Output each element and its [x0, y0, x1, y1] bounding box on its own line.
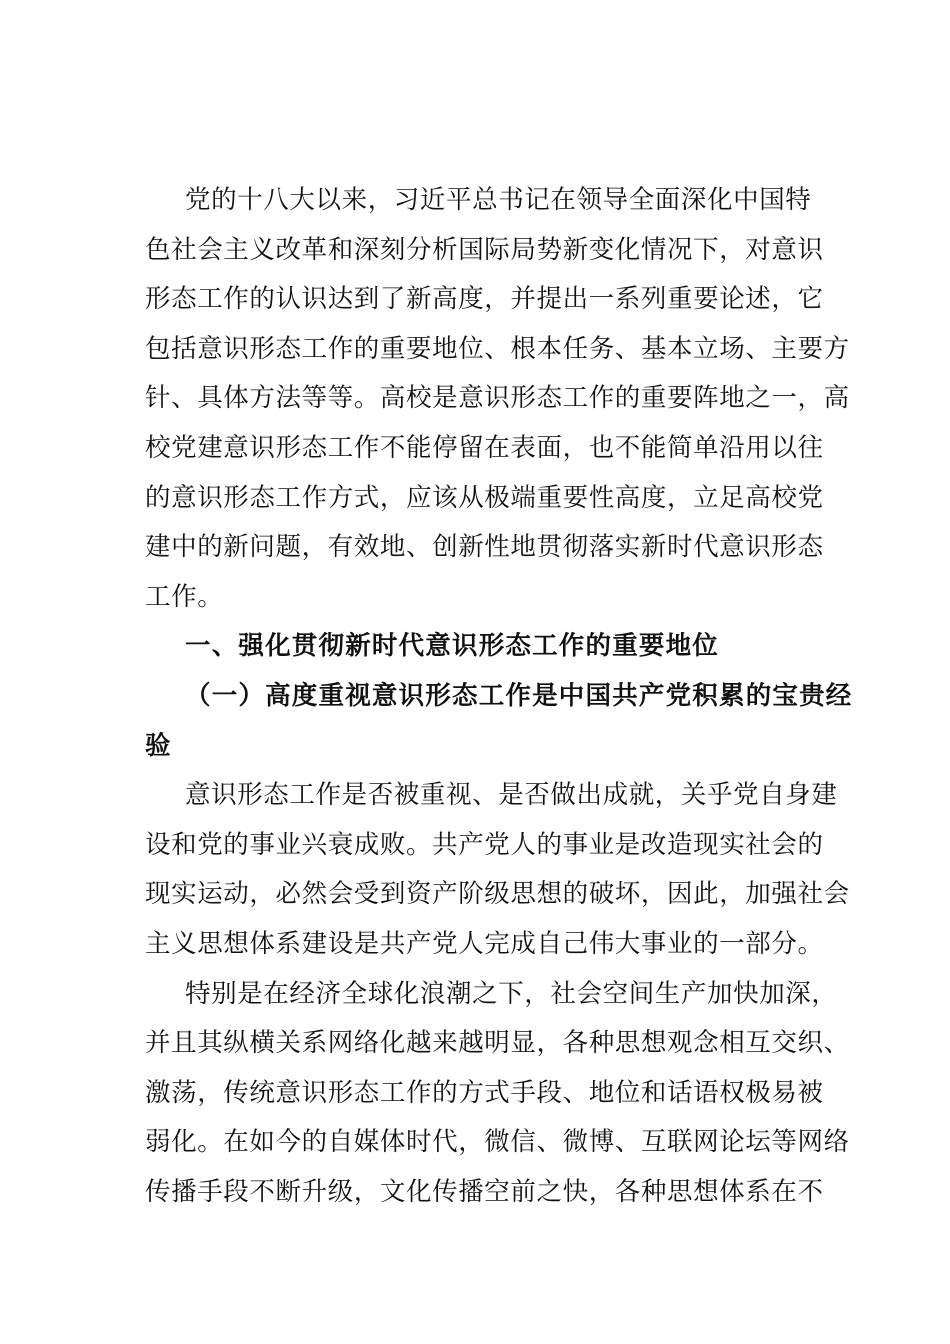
heading-line: 验 — [145, 730, 172, 761]
text-line: 弱化。在如今的自媒体时代，微信、微博、互联网论坛等网络 — [145, 1127, 850, 1158]
text-line: 现实运动，必然会受到资产阶级思想的破坏，因此，加强社会 — [145, 879, 850, 910]
text-line: 包括意识形态工作的重要地位、根本任务、基本立场、主要方 — [145, 333, 850, 364]
body-paragraph — [145, 771, 850, 969]
text-line: 形态工作的认识达到了新高度，并提出一系列重要论述，它 — [145, 284, 824, 315]
text-line: 工作。 — [145, 581, 224, 612]
document-body — [145, 176, 853, 1217]
subsection-heading — [145, 672, 853, 771]
heading-line: （一）高度重视意识形态工作是中国共产党积累的宝贵经 — [185, 680, 853, 711]
text-line: 意识形态工作是否被重视、是否做出成就，关乎党自身建 — [185, 780, 838, 811]
text-line: 设和党的事业兴衰成败。共产党人的事业是改造现实社会的 — [145, 829, 824, 860]
body-paragraph — [145, 970, 850, 1218]
text-line: 并且其纵横关系网络化越来越明显，各种思想观念相互交织、 — [145, 1028, 850, 1059]
text-line: 激荡，传统意识形态工作的方式手段、地位和话语权极易被 — [145, 1077, 824, 1108]
text-line: 传播手段不断升级，文化传播空前之快，各种思想体系在不 — [145, 1176, 824, 1207]
text-line: 针、具体方法等等。高校是意识形态工作的重要阵地之一，高 — [145, 383, 850, 414]
section-heading — [145, 622, 810, 672]
text-line: 建中的新问题，有效地、创新性地贯彻落实新时代意识形态 — [145, 532, 824, 563]
text-line: 主义思想体系建设是共产党人完成自己伟大事业的一部分。 — [145, 928, 824, 959]
text-line: 校党建意识形态工作不能停留在表面，也不能简单沿用以往 — [145, 432, 824, 463]
text-line: 党的十八大以来，习近平总书记在领导全面深化中国特 — [185, 185, 812, 215]
text-line: 的意识形态工作方式，应该从极端重要性高度，立足高校党 — [145, 482, 824, 513]
text-line: 特别是在经济全球化浪潮之下，社会空间生产加快加深， — [185, 978, 838, 1009]
heading-line: 一、强化贯彻新时代意识形态工作的重要地位 — [185, 631, 720, 662]
intro-paragraph — [145, 176, 850, 622]
text-line: 色社会主义改革和深刻分析国际局势新变化情况下，对意识 — [145, 234, 824, 265]
